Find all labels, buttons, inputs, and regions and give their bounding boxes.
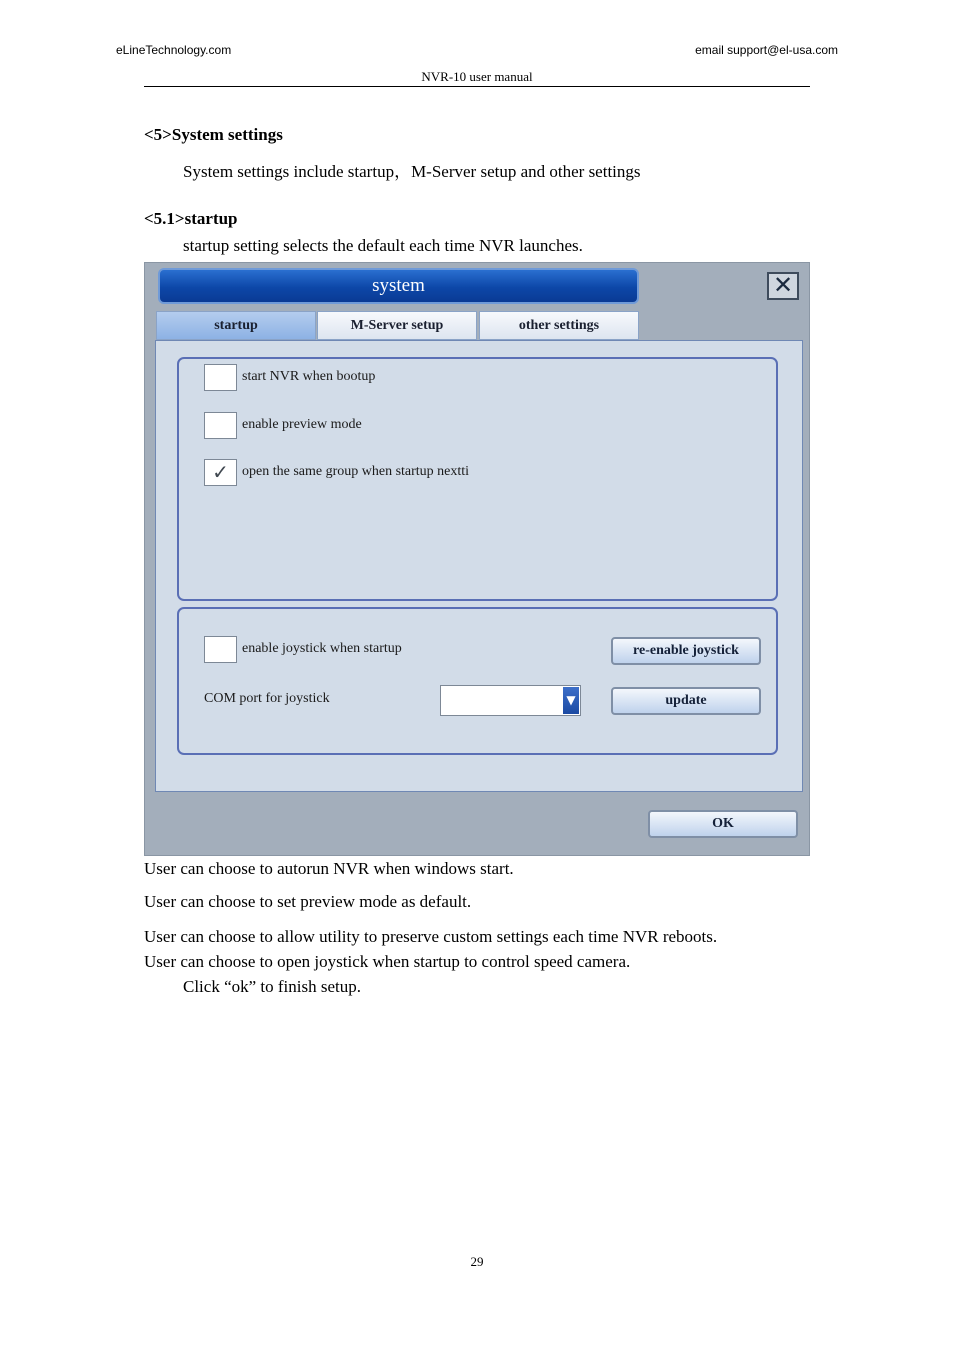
preview-mode-checkbox[interactable] — [204, 412, 237, 439]
header-email: email support@el-usa.com — [695, 43, 838, 57]
re-enable-joystick-button[interactable]: re-enable joystick — [611, 637, 761, 665]
chevron-down-icon[interactable]: ▼ — [563, 687, 579, 714]
com-port-label: COM port for joystick — [204, 691, 330, 706]
subsection-heading: <5.1>startup — [144, 209, 238, 228]
dialog-title-bar — [158, 268, 639, 304]
start-nvr-checkbox[interactable] — [204, 364, 237, 391]
header-website: eLineTechnology.com — [116, 43, 232, 57]
com-port-select[interactable] — [440, 685, 581, 716]
dialog-title: system — [372, 275, 425, 296]
checkmark-icon: ✓ — [212, 460, 229, 484]
same-group-label: open the same group when startup nextti — [242, 464, 470, 479]
same-group-checkbox[interactable] — [204, 459, 237, 486]
tab-other-settings[interactable]: other settings — [479, 311, 639, 340]
body-line-1: User can choose to autorun NVR when windows start. — [144, 859, 514, 878]
enable-joystick-label: enable joystick when startup — [242, 641, 402, 656]
page-number: 29 — [470, 1254, 484, 1269]
body-line-3: User can choose to allow utility to preserve custom settings each time NVR reboots. — [144, 927, 718, 946]
section-heading: <5>System settings — [144, 125, 283, 144]
start-nvr-label: start NVR when bootup — [242, 369, 376, 384]
update-button[interactable]: update — [611, 687, 761, 715]
body-line-5: Click “ok” to finish setup. — [183, 977, 362, 996]
tab-startup[interactable]: startup — [156, 311, 316, 340]
subsection-intro: startup setting selects the default each time NVR launches. — [183, 236, 583, 255]
body-line-2: User can choose to set preview mode as default. — [144, 892, 472, 911]
section-intro: System settings include startup，M-Server setup and other settings — [183, 162, 641, 181]
ok-button[interactable]: OK — [648, 810, 798, 838]
enable-joystick-checkbox[interactable] — [204, 636, 237, 663]
joystick-group — [177, 607, 778, 755]
tab-m-server-setup[interactable]: M-Server setup — [317, 311, 477, 340]
header-manual-title: NVR-10 user manual — [421, 69, 533, 84]
system-dialog — [144, 262, 810, 856]
close-button[interactable] — [767, 272, 799, 300]
preview-mode-label: enable preview mode — [242, 417, 362, 432]
header-rule — [144, 86, 810, 87]
body-line-4: User can choose to open joystick when startup to control speed camera. — [144, 952, 631, 971]
close-icon: ✕ — [772, 271, 794, 299]
